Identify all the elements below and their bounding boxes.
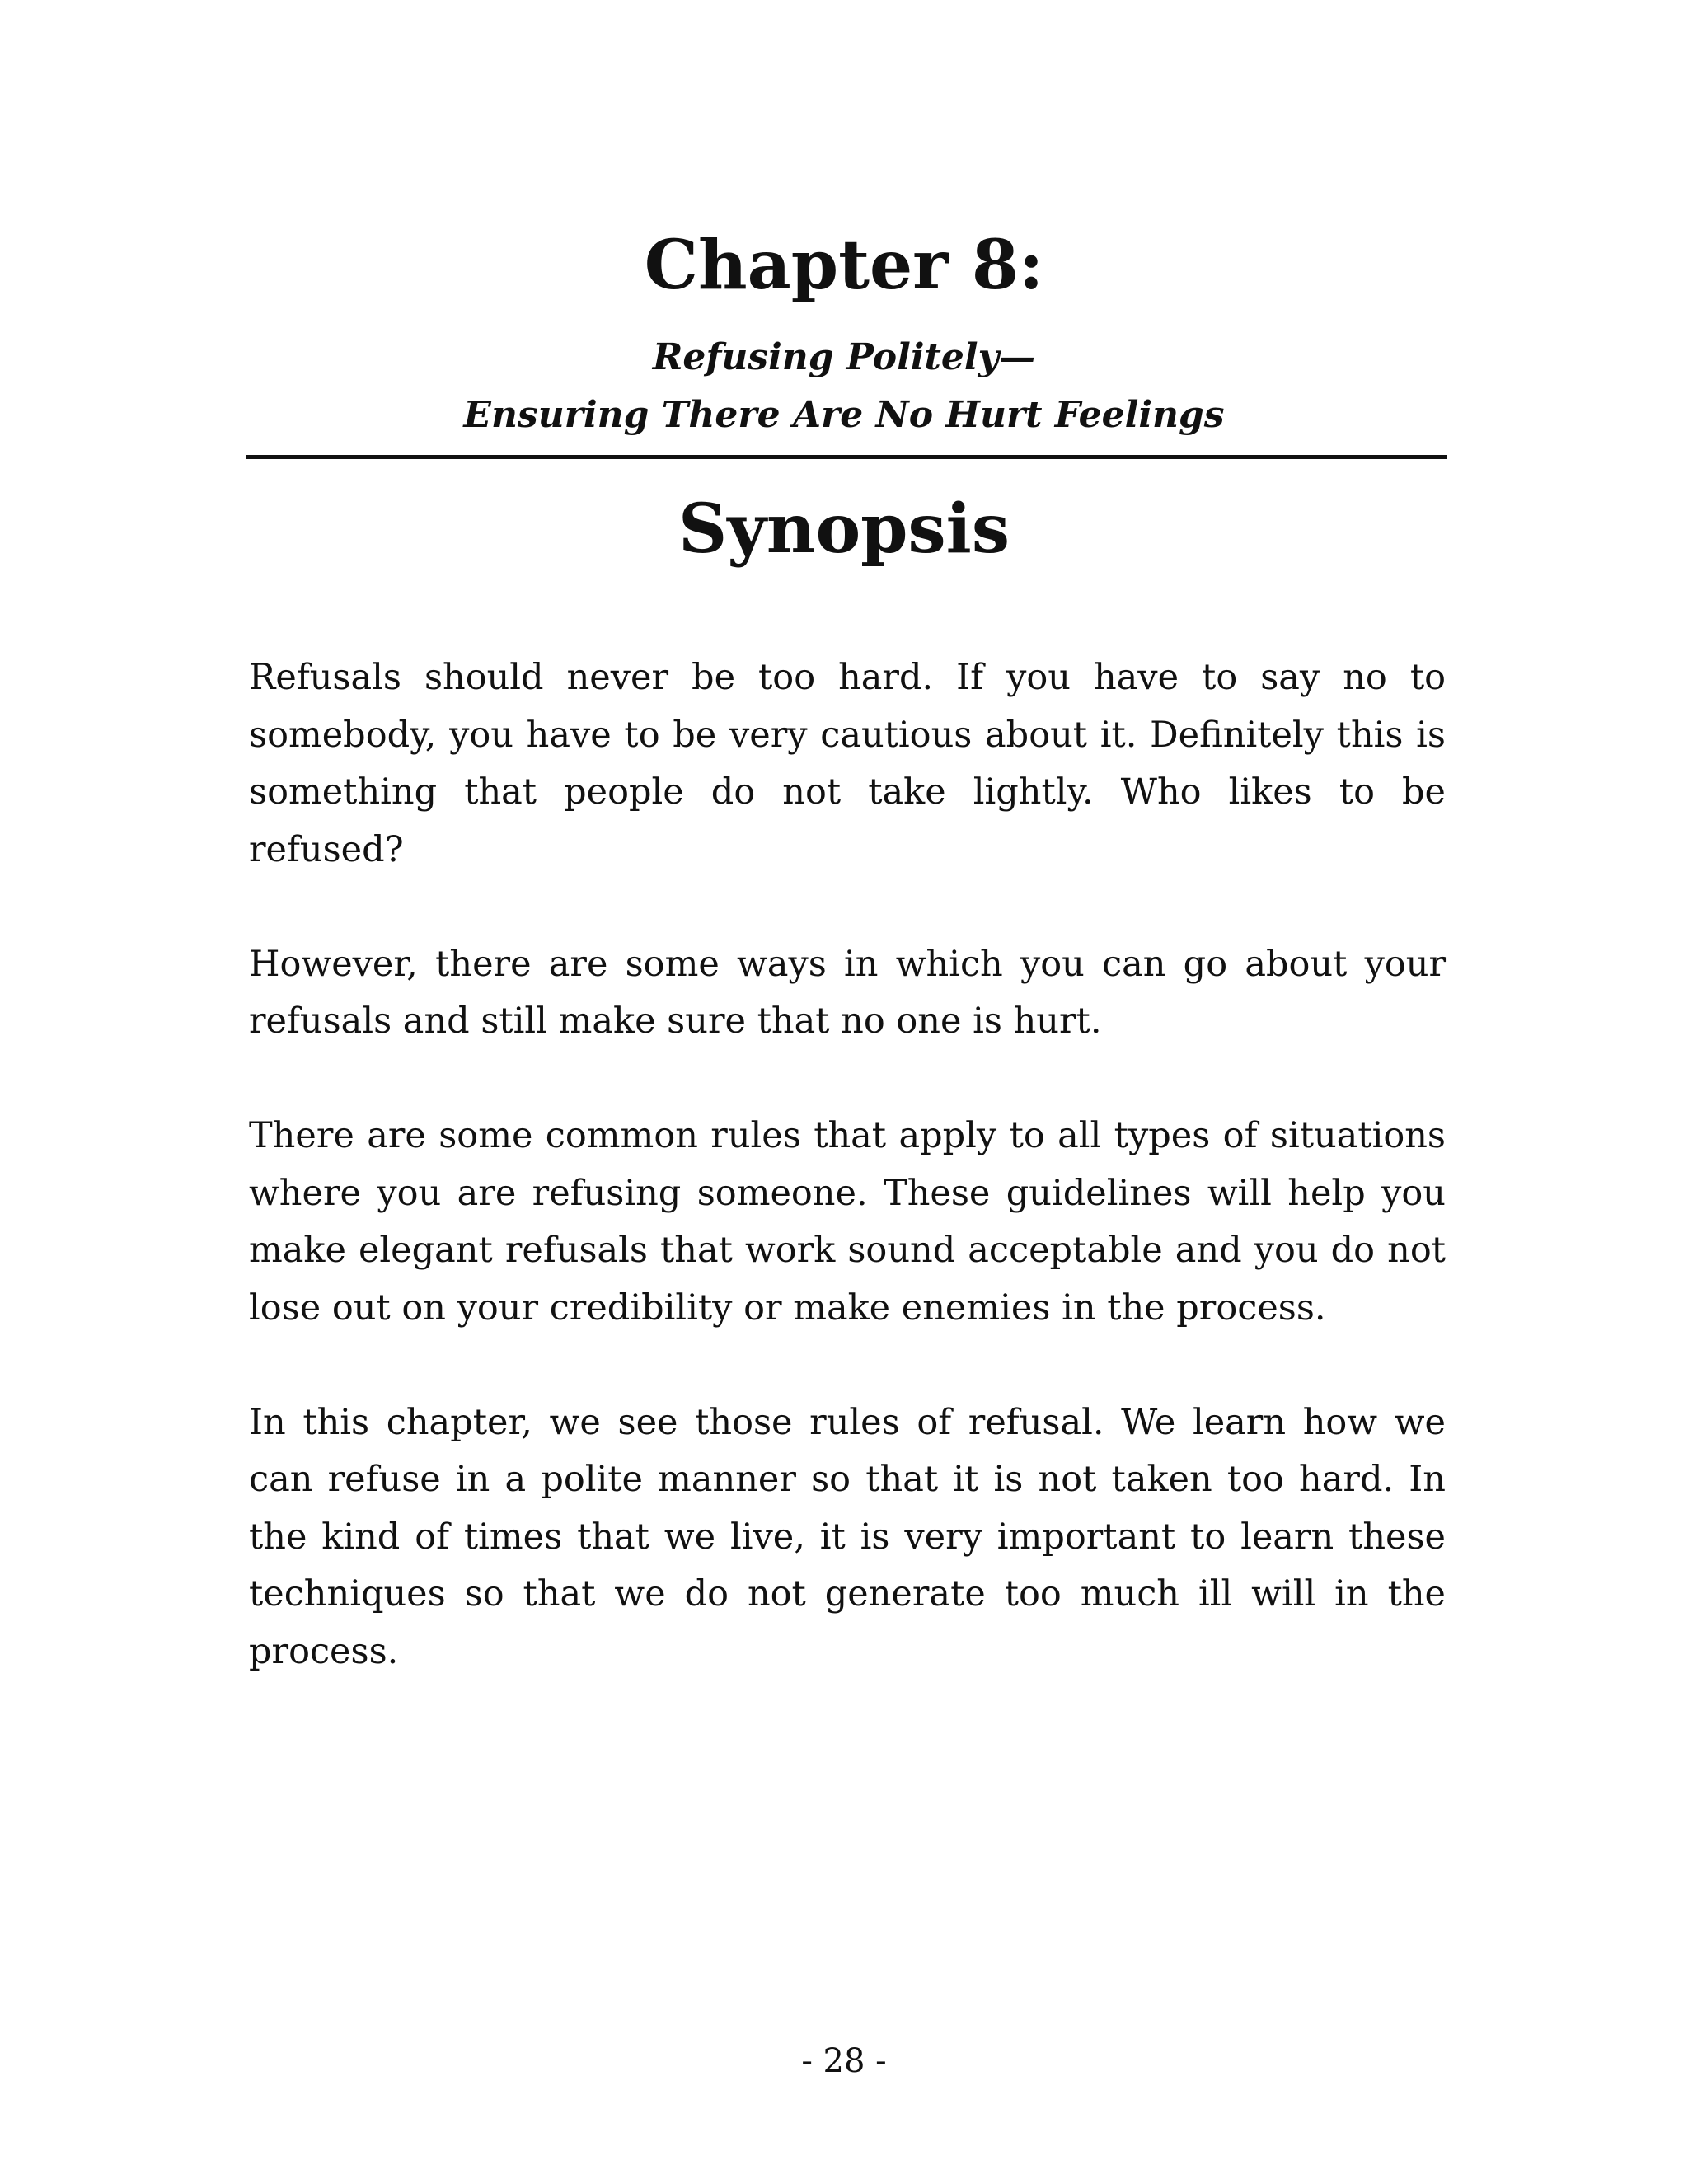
chapter-subtitle-line-1: Refusing Politely— bbox=[652, 336, 1036, 378]
paragraph-3: There are some common rules that apply to all types of situations where you are refusing someone. These guidelines will help you make elegant refusals that work sound acceptable and you do not lose out on your credibility or make enemies in the process. bbox=[249, 1115, 1446, 1329]
paragraph-2: However, there are some ways in which you can go about your refusals and still make sure that no one is hurt. bbox=[249, 943, 1446, 1042]
title-divider bbox=[246, 455, 1447, 459]
body-text bbox=[249, 649, 1446, 1738]
paragraph-4: In this chapter, we see those rules of refusal. We learn how we can refuse in a polite manner so that it is not taken too hard. In the kind of times that we live, it is very important to learn these techniques so that we do not generate too much ill will in the process. bbox=[249, 1401, 1446, 1672]
section-heading: Synopsis bbox=[678, 490, 1010, 569]
chapter-subtitle-line-2: Ensuring There Are No Hurt Feelings bbox=[463, 394, 1225, 436]
paragraph-1: Refusals should never be too hard. If you have to say no to somebody, you have to be very cautious about it. Definitely this is something that people do not take lightly. Who likes to be refused? bbox=[249, 657, 1446, 870]
page-number: - 28 - bbox=[801, 2042, 887, 2080]
chapter-title: Chapter 8: bbox=[644, 226, 1044, 305]
